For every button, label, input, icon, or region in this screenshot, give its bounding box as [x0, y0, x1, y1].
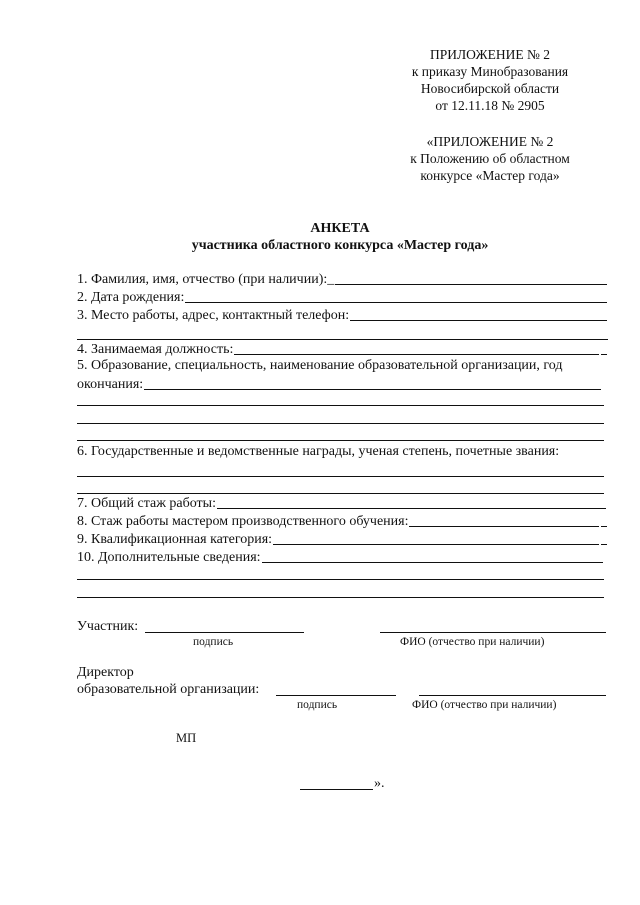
field-qualification[interactable]: [77, 530, 607, 548]
fill-line: [262, 561, 603, 563]
annex-regulation-block: [378, 133, 602, 184]
director-label: Директор: [77, 665, 134, 680]
participant-fio-caption: ФИО (отчество при наличии): [400, 636, 545, 648]
field-label: 9. Квалификационная категория:: [77, 532, 273, 547]
field-label: 8. Стаж работы мастером производственного обучения:: [77, 514, 409, 529]
participant-label: Участник:: [77, 619, 139, 634]
fill-line[interactable]: [77, 597, 604, 598]
director-sign-line[interactable]: [276, 695, 396, 696]
annex-line: Новосибирской области: [420, 81, 560, 96]
field-label: 7. Общий стаж работы:: [77, 496, 216, 511]
field-label: 1. Фамилия, имя, отчество (при наличии):_: [77, 272, 335, 287]
fill-line-tail: [601, 353, 607, 355]
closing-line: [300, 789, 373, 790]
field-label: 10. Дополнительные сведения:: [77, 550, 261, 565]
annex-line: ПРИЛОЖЕНИЕ № 2: [429, 47, 551, 62]
fill-line[interactable]: [77, 423, 604, 424]
field-position[interactable]: [77, 340, 607, 358]
fill-line[interactable]: [77, 579, 604, 580]
field-full-name[interactable]: [77, 270, 607, 288]
seal-mark: МП: [176, 731, 197, 745]
fill-line-tail: [601, 543, 607, 545]
fill-line: [409, 525, 599, 527]
fill-line[interactable]: [77, 405, 604, 406]
fill-line-tail: [601, 525, 607, 527]
field-label-awards: 6. Государственные и ведомственные награды, ученая степень, почетные звания:: [77, 444, 560, 459]
annex-line: «ПРИЛОЖЕНИЕ № 2: [426, 134, 554, 149]
annex-line: конкурсе «Мастер года»: [420, 168, 560, 183]
form-title: АНКЕТА: [310, 221, 370, 236]
fill-line: [273, 543, 599, 545]
participant-fio-line[interactable]: [380, 632, 606, 633]
fill-line[interactable]: [77, 440, 604, 441]
participant-sign-line[interactable]: [145, 632, 304, 633]
field-birth-date[interactable]: [77, 288, 607, 306]
participant-sign-caption: подпись: [193, 636, 234, 648]
field-workplace[interactable]: [77, 306, 607, 324]
field-master-experience[interactable]: [77, 512, 607, 530]
form-subtitle: участника областного конкурса «Мастер года»: [191, 238, 489, 253]
director-fio-caption: ФИО (отчество при наличии): [412, 699, 557, 711]
field-label: 4. Занимаемая должность:: [77, 342, 234, 357]
director-org-label: образовательной организации:: [77, 682, 260, 697]
fill-line[interactable]: [77, 476, 604, 477]
annex-line: от 12.11.18 № 2905: [435, 98, 545, 113]
fill-line: [185, 301, 607, 303]
fill-line: [350, 319, 607, 321]
field-label: 3. Место работы, адрес, контактный телефон:: [77, 308, 350, 323]
field-additional-info[interactable]: [77, 548, 603, 566]
director-sign-caption: подпись: [297, 699, 338, 711]
director-fio-line[interactable]: [419, 695, 606, 696]
field-label: окончания:: [77, 377, 144, 392]
fill-line: [234, 353, 599, 355]
field-education[interactable]: [77, 375, 601, 393]
field-total-experience[interactable]: [77, 494, 606, 512]
annex-line: к приказу Минобразования: [411, 64, 569, 79]
closing-quote: ».: [374, 776, 385, 791]
annex-order-block: [378, 46, 602, 114]
annex-line: к Положению об областном: [410, 151, 570, 166]
field-label-education: 5. Образование, специальность, наименование образовательной организации, год: [77, 358, 563, 373]
fill-line: [217, 507, 606, 509]
fill-line: [335, 283, 607, 285]
fill-line: [144, 388, 601, 390]
field-label: 2. Дата рождения:: [77, 290, 185, 305]
